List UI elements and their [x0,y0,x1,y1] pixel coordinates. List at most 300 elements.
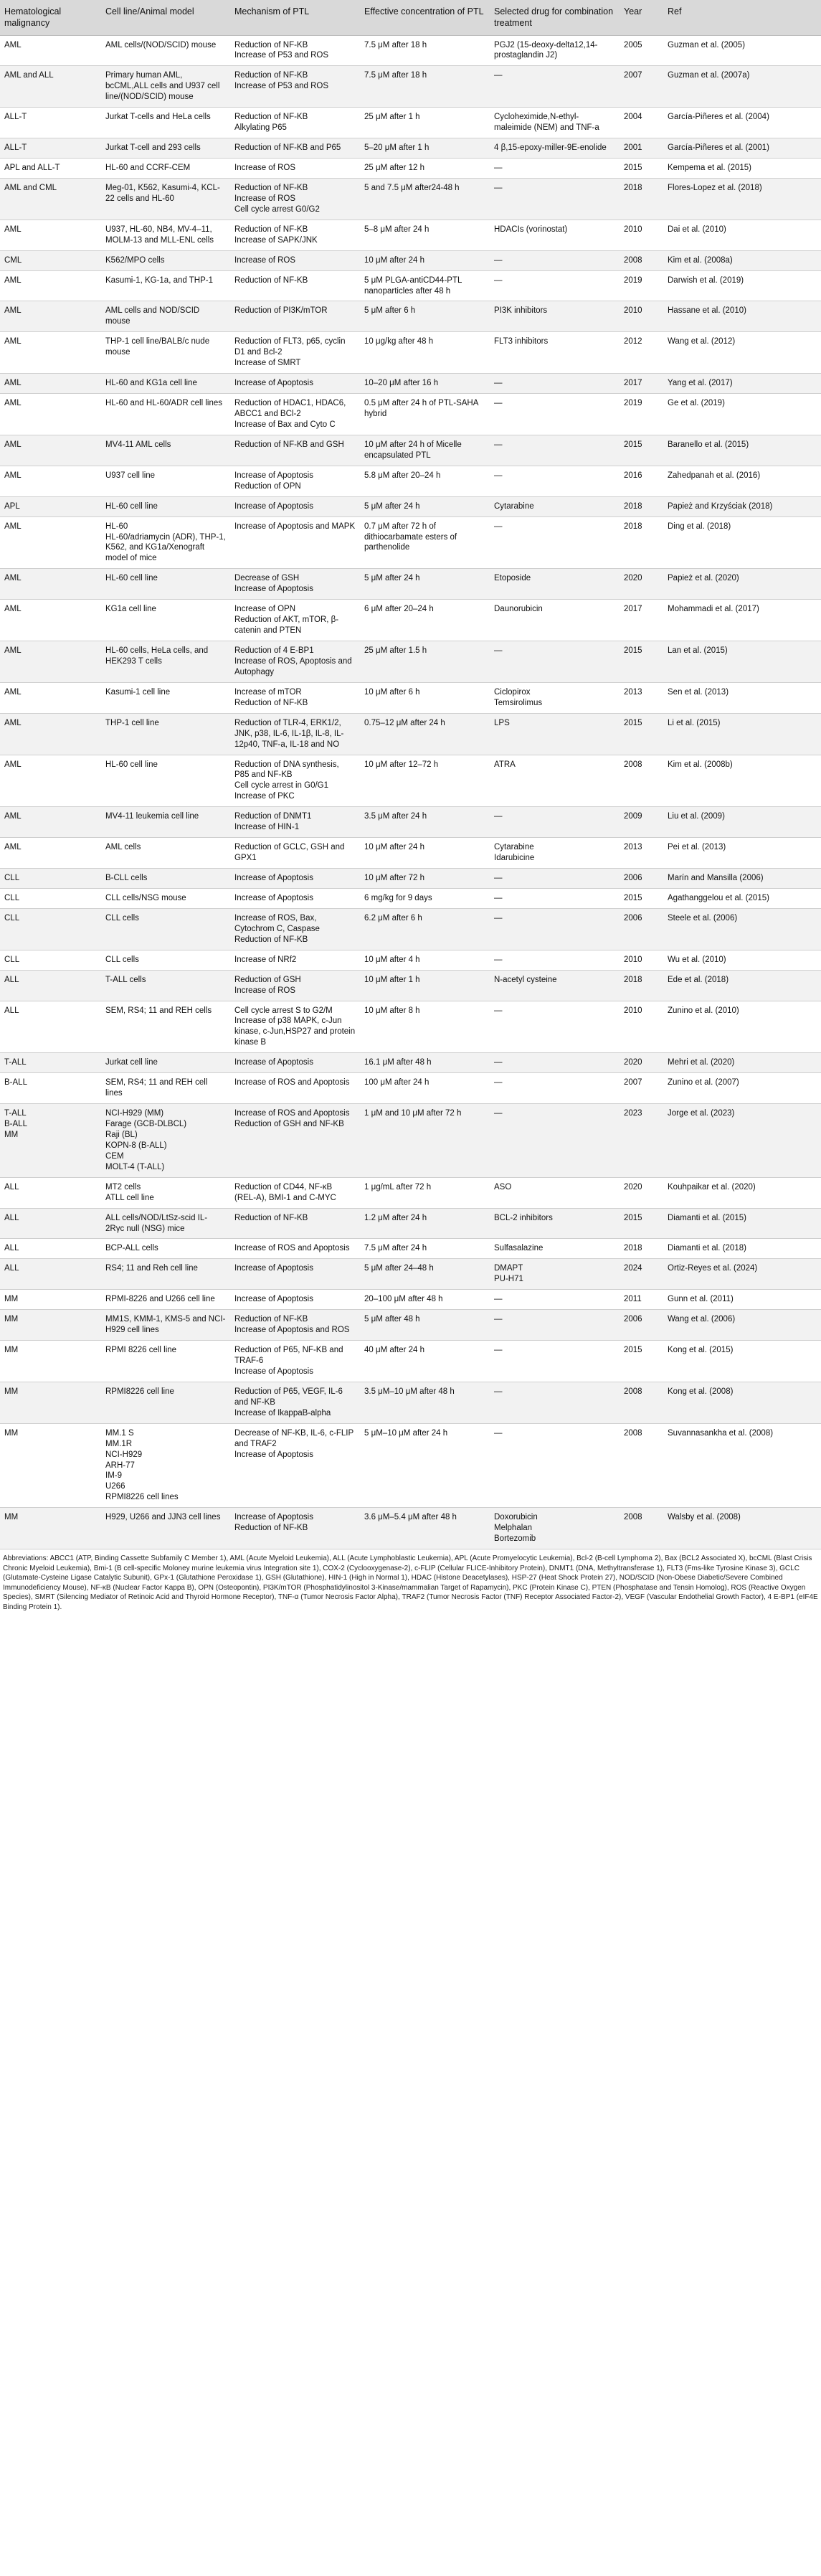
year-cell: 2018 [620,178,663,220]
cell-line-cell: U937, HL-60, NB4, MV-4–11, MOLM-13 and MLL-ENL cells [101,220,230,250]
header-cell-line: Cell line/Animal model [101,0,230,35]
malignancy-cell: AML and CML [0,178,101,220]
malignancy-cell: AML [0,516,101,569]
mechanism-cell: Increase of Apoptosis [230,1290,360,1310]
concentration-cell: 1 μg/mL after 72 h [360,1177,490,1208]
ref-cell: Kim et al. (2008a) [663,250,821,270]
table-row [0,35,821,66]
combination-drug-cell: — [490,66,620,108]
combination-drug-cell: — [490,1382,620,1423]
cell-line-cell: Primary human AML, bcCML,ALL cells and U937 cell line/(NOD/SCID) mouse [101,66,230,108]
cell-line-cell: Jurkat T-cells and HeLa cells [101,108,230,138]
concentration-cell: 0.75–12 μM after 24 h [360,713,490,755]
ref-cell: Liu et al. (2009) [663,807,821,838]
malignancy-cell: AML [0,600,101,641]
year-cell: 2023 [620,1104,663,1178]
combination-drug-cell: ASO [490,1177,620,1208]
year-cell: 2008 [620,250,663,270]
concentration-cell: 5–20 μM after 1 h [360,138,490,159]
mechanism-cell: Reduction of GCLC, GSH and GPX1 [230,838,360,869]
cell-line-cell: HL-60 cell line [101,496,230,516]
year-cell: 2015 [620,435,663,466]
year-cell: 2019 [620,270,663,301]
cell-line-cell: B-CLL cells [101,869,230,889]
year-cell: 2001 [620,138,663,159]
malignancy-cell: ALL [0,1177,101,1208]
concentration-cell: 25 μM after 1 h [360,108,490,138]
concentration-cell: 10 μM after 24 h of Micelle encapsulated PTL [360,435,490,466]
concentration-cell: 10 μM after 4 h [360,950,490,970]
table-row [0,250,821,270]
table-row [0,496,821,516]
cell-line-cell: AML cells/(NOD/SCID) mouse [101,35,230,66]
ref-cell: Papież et al. (2020) [663,569,821,600]
concentration-cell: 0.5 μM after 24 h of PTL-SAHA hybrid [360,394,490,435]
ref-cell: Baranello et al. (2015) [663,435,821,466]
cell-line-cell: RPMI8226 cell line [101,1382,230,1423]
cell-line-cell: MM.1 S MM.1R NCI-H929 ARH-77 IM-9 U266 RPMI8226 cell lines [101,1423,230,1508]
cell-line-cell: BCP-ALL cells [101,1239,230,1259]
combination-drug-cell: Etoposide [490,569,620,600]
malignancy-cell: AML [0,641,101,683]
table-row [0,1053,821,1073]
mechanism-cell: Increase of ROS and Apoptosis [230,1073,360,1104]
concentration-cell: 5 μM after 48 h [360,1310,490,1341]
mechanism-cell: Reduction of DNMT1 Increase of HIN-1 [230,807,360,838]
cell-line-cell: HL-60 cell line [101,755,230,807]
malignancy-cell: T-ALL B-ALL MM [0,1104,101,1178]
table-row [0,108,821,138]
concentration-cell: 7.5 μM after 18 h [360,66,490,108]
combination-drug-cell: — [490,1341,620,1382]
concentration-cell: 5 μM after 6 h [360,301,490,332]
table-row [0,908,821,950]
cell-line-cell: ALL cells/NOD/LtSz-scid IL-2Rγc null (NSG) mice [101,1208,230,1239]
malignancy-cell: ALL-T [0,138,101,159]
year-cell: 2018 [620,970,663,1001]
concentration-cell: 10 μM after 8 h [360,1001,490,1053]
combination-drug-cell: Ciclopirox Temsirolimus [490,682,620,713]
table-row [0,950,821,970]
mechanism-cell: Increase of Apoptosis [230,888,360,908]
malignancy-cell: CML [0,250,101,270]
mechanism-cell: Reduction of FLT3, p65, cyclin D1 and Bcl-2 Increase of SMRT [230,332,360,374]
ref-cell: Wu et al. (2010) [663,950,821,970]
combination-drug-cell: N-acetyl cysteine [490,970,620,1001]
concentration-cell: 10 μM after 1 h [360,970,490,1001]
cell-line-cell: NCI-H929 (MM) Farage (GCB-DLBCL) Raji (BL) KOPN-8 (B-ALL) CEM MOLT-4 (T-ALL) [101,1104,230,1178]
mechanism-cell: Increase of OPN Reduction of AKT, mTOR, β-catenin and PTEN [230,600,360,641]
table-row [0,1239,821,1259]
mechanism-cell: Reduction of HDAC1, HDAC6, ABCC1 and BCl-2 Increase of Bax and Cyto C [230,394,360,435]
year-cell: 2006 [620,869,663,889]
year-cell: 2015 [620,713,663,755]
concentration-cell: 1 μM and 10 μM after 72 h [360,1104,490,1178]
year-cell: 2015 [620,159,663,179]
mechanism-cell: Increase of Apoptosis [230,374,360,394]
concentration-cell: 10 μM after 24 h [360,250,490,270]
cell-line-cell: Jurkat T-cell and 293 cells [101,138,230,159]
ref-cell: Kouhpaikar et al. (2020) [663,1177,821,1208]
abbreviations-footnote: Abbreviations: ABCC1 (ATP, Binding Cassette Subfamily C Member 1), AML (Acute Myeloid Leukemia), ALL (Acute Lymphoblastic Leukemia), APL (Acute Promyelocytic Leukemia), Bcl-2 (B-cell Lymphoma 2), Bax (BCL2 Associated X), bcCML (Blast Crisis Chronic Myeloid Leukemia), Bmi-1 (B cell-specific Moloney murine leukemia virus Integration site 1), COX-2 (Cyclooxygenase-2), c-FLIP (Cellular FLICE-Inhibitory Protein), DNMT1 (DNA, Methyltransferase 1), FLT3 (Fms-like Tyrosine Kinase 3), GCLC (Glutamate-Cysteine Ligase Catalytic Subunit), GPx-1 (Glutathione Peroxidase 1), GSH (Glutathione), HIN-1 (High in Normal 1), HDAC (Histone Deacetylases), HSP-27 (Heat Shock Protein 27), NOD/SCID (Non-Obese Diabetic/Severe Combined Immunodeficiency Mouse), NF-κB (Nuclear Factor Kappa B), OPN (Osteopontin), PI3K/mTOR (Phosphatidylinositol 3-Kinase/mammalian Target of Rapamycin), PKC (Protein Kinase C), PTEN (Phosphatase and Tensin Homolog), ROS (Reactive Oxygen Species), SMRT (Silencing Mediator of Retinoic Acid and Thyroid Hormone Receptor), TNF-α (Tumor Necrosis Factor Alpha), TRAF2 (Tumor Necrosis Factor (TNF) Receptor Associated Factor-2), VEGF (Vascular Endothelial Growth Factor), 4 E-BP1 (eIF4E Binding Protein 1). [3,1554,818,1611]
ref-cell: Mehri et al. (2020) [663,1053,821,1073]
combination-drug-cell: — [490,1053,620,1073]
combination-drug-cell: FLT3 inhibitors [490,332,620,374]
concentration-cell: 0.7 μM after 72 h of dithiocarbamate esters of parthenolide [360,516,490,569]
concentration-cell: 25 μM after 12 h [360,159,490,179]
mechanism-cell: Increase of ROS [230,250,360,270]
year-cell: 2013 [620,838,663,869]
table-row [0,270,821,301]
cell-line-cell: K562/MPO cells [101,250,230,270]
mechanism-cell: Reduction of PI3K/mTOR [230,301,360,332]
table-row [0,1001,821,1053]
combination-drug-cell: — [490,374,620,394]
table-row [0,1508,821,1549]
combination-drug-cell: HDACIs (vorinostat) [490,220,620,250]
combination-drug-cell: — [490,1290,620,1310]
mechanism-cell: Reduction of NF-KB and GSH [230,435,360,466]
table-row [0,178,821,220]
mechanism-cell: Reduction of NF-KB [230,270,360,301]
table-row [0,682,821,713]
mechanism-cell: Reduction of P65, NF-KB and TRAF-6 Increase of Apoptosis [230,1341,360,1382]
mechanism-cell: Reduction of NF-KB Increase of ROS Cell cycle arrest G0/G2 [230,178,360,220]
year-cell: 2004 [620,108,663,138]
table-row [0,394,821,435]
concentration-cell: 100 μM after 24 h [360,1073,490,1104]
mechanism-cell: Decrease of NF-KB, IL-6, c-FLIP and TRAF2 Increase of Apoptosis [230,1423,360,1508]
combination-drug-cell: Sulfasalazine [490,1239,620,1259]
concentration-cell: 10 μM after 24 h [360,838,490,869]
combination-drug-cell: — [490,394,620,435]
concentration-cell: 5 μM PLGA-antiCD44-PTL nanoparticles after 48 h [360,270,490,301]
combination-drug-cell: — [490,1104,620,1178]
concentration-cell: 10 μM after 12–72 h [360,755,490,807]
year-cell: 2010 [620,950,663,970]
table-row [0,838,821,869]
mechanism-cell: Increase of Apoptosis [230,1053,360,1073]
mechanism-cell: Increase of ROS [230,159,360,179]
malignancy-cell: APL and ALL-T [0,159,101,179]
table-row [0,66,821,108]
combination-drug-cell: — [490,178,620,220]
combination-drug-cell: — [490,159,620,179]
ref-cell: Zunino et al. (2010) [663,1001,821,1053]
table-row [0,332,821,374]
concentration-cell: 10–20 μM after 16 h [360,374,490,394]
ref-cell: Gunn et al. (2011) [663,1290,821,1310]
malignancy-cell: ALL [0,1001,101,1053]
year-cell: 2010 [620,1001,663,1053]
combination-drug-cell: BCL-2 inhibitors [490,1208,620,1239]
cell-line-cell: THP-1 cell line [101,713,230,755]
header-concentration: Effective concentration of PTL [360,0,490,35]
ref-cell: Kong et al. (2015) [663,1341,821,1382]
mechanism-cell: Reduction of P65, VEGF, IL-6 and NF-KB Increase of IkappaB-alpha [230,1382,360,1423]
concentration-cell: 40 μM after 24 h [360,1341,490,1382]
header-year: Year [620,0,663,35]
year-cell: 2020 [620,1177,663,1208]
mechanism-cell: Reduction of NF-KB Increase of P53 and ROS [230,35,360,66]
combination-drug-cell: — [490,908,620,950]
table-row [0,1423,821,1508]
mechanism-cell: Increase of ROS and Apoptosis [230,1239,360,1259]
cell-line-cell: CLL cells/NSG mouse [101,888,230,908]
cell-line-cell: Kasumi-1, KG-1a, and THP-1 [101,270,230,301]
ref-cell: Steele et al. (2006) [663,908,821,950]
year-cell: 2010 [620,301,663,332]
combination-drug-cell: — [490,1073,620,1104]
ref-cell: Dai et al. (2010) [663,220,821,250]
cell-line-cell: Meg-01, K562, Kasumi-4, KCL-22 cells and HL-60 [101,178,230,220]
mechanism-cell: Increase of Apoptosis Reduction of NF-KB [230,1508,360,1549]
ref-cell: Diamanti et al. (2018) [663,1239,821,1259]
header-combination-drug: Selected drug for combination treatment [490,0,620,35]
concentration-cell: 3.5 μM after 24 h [360,807,490,838]
malignancy-cell: MM [0,1423,101,1508]
table-row [0,1177,821,1208]
malignancy-cell: AML [0,35,101,66]
combination-drug-cell: Doxorubicin Melphalan Bortezomib [490,1508,620,1549]
year-cell: 2020 [620,569,663,600]
combination-drug-cell: — [490,516,620,569]
malignancy-cell: T-ALL [0,1053,101,1073]
malignancy-cell: CLL [0,950,101,970]
mechanism-cell: Reduction of NF-KB [230,1208,360,1239]
cell-line-cell: HL-60 and CCRF-CEM [101,159,230,179]
concentration-cell: 5 μM–10 μM after 24 h [360,1423,490,1508]
table-row [0,138,821,159]
mechanism-cell: Reduction of DNA synthesis, P85 and NF-KB Cell cycle arrest in G0/G1 Increase of PKC [230,755,360,807]
table-row [0,1341,821,1382]
cell-line-cell: AML cells [101,838,230,869]
cell-line-cell: T-ALL cells [101,970,230,1001]
ref-cell: Wang et al. (2006) [663,1310,821,1341]
malignancy-cell: AML [0,713,101,755]
ref-cell: Darwish et al. (2019) [663,270,821,301]
combination-drug-cell: PI3K inhibitors [490,301,620,332]
combination-drug-cell: — [490,807,620,838]
malignancy-cell: AML [0,435,101,466]
malignancy-cell: AML [0,682,101,713]
cell-line-cell: AML cells and NOD/SCID mouse [101,301,230,332]
mechanism-cell: Decrease of GSH Increase of Apoptosis [230,569,360,600]
ref-cell: Jorge et al. (2023) [663,1104,821,1178]
year-cell: 2008 [620,1423,663,1508]
year-cell: 2020 [620,1053,663,1073]
table-row [0,970,821,1001]
combination-drug-cell: 4 β,15-epoxy-miller-9E-enolide [490,138,620,159]
combination-drug-cell: Cytarabine Idarubicine [490,838,620,869]
ref-cell: Sen et al. (2013) [663,682,821,713]
combination-drug-cell: — [490,950,620,970]
table-row [0,1208,821,1239]
malignancy-cell: AML [0,466,101,496]
table-row [0,1104,821,1178]
table-row [0,888,821,908]
mechanism-cell: Increase of ROS and Apoptosis Reduction of GSH and NF-KB [230,1104,360,1178]
year-cell: 2018 [620,1239,663,1259]
malignancy-cell: MM [0,1341,101,1382]
malignancy-cell: AML [0,755,101,807]
year-cell: 2008 [620,1508,663,1549]
cell-line-cell: HL-60 and KG1a cell line [101,374,230,394]
ref-cell: Suvannasankha et al. (2008) [663,1423,821,1508]
year-cell: 2017 [620,374,663,394]
mechanism-cell: Reduction of CD44, NF-κB (REL-A), BMI-1 and C-MYC [230,1177,360,1208]
ref-cell: Diamanti et al. (2015) [663,1208,821,1239]
mechanism-cell: Increase of mTOR Reduction of NF-KB [230,682,360,713]
year-cell: 2018 [620,496,663,516]
concentration-cell: 6 μM after 20–24 h [360,600,490,641]
combination-drug-cell: — [490,435,620,466]
malignancy-cell: AML [0,838,101,869]
ref-cell: Kempema et al. (2015) [663,159,821,179]
table-header [0,0,821,35]
table-row [0,807,821,838]
mechanism-cell: Increase of Apoptosis [230,869,360,889]
cell-line-cell: HL-60 HL-60/adriamycin (ADR), THP-1, K562, and KG1a/Xenograft model of mice [101,516,230,569]
malignancy-cell: AML and ALL [0,66,101,108]
year-cell: 2013 [620,682,663,713]
table-row [0,713,821,755]
ref-cell: Yang et al. (2017) [663,374,821,394]
cell-line-cell: HL-60 cell line [101,569,230,600]
ref-cell: Guzman et al. (2005) [663,35,821,66]
concentration-cell: 10 μg/kg after 48 h [360,332,490,374]
concentration-cell: 6.2 μM after 6 h [360,908,490,950]
ref-cell: Hassane et al. (2010) [663,301,821,332]
malignancy-cell: CLL [0,869,101,889]
cell-line-cell: H929, U266 and JJN3 cell lines [101,1508,230,1549]
mechanism-cell: Reduction of TLR-4, ERK1/2, JNK, p38, IL-6, IL-1β, IL-8, IL-12p40, TNF-a, IL-18 and NO [230,713,360,755]
ref-cell: Kong et al. (2008) [663,1382,821,1423]
concentration-cell: 6 mg/kg for 9 days [360,888,490,908]
concentration-cell: 16.1 μM after 48 h [360,1053,490,1073]
table-row [0,1073,821,1104]
cell-line-cell: Kasumi-1 cell line [101,682,230,713]
year-cell: 2019 [620,394,663,435]
malignancy-cell: AML [0,374,101,394]
combination-drug-cell: Daunorubicin [490,600,620,641]
mechanism-cell: Reduction of GSH Increase of ROS [230,970,360,1001]
cell-line-cell: MM1S, KMM-1, KMS-5 and NCI-H929 cell lines [101,1310,230,1341]
combination-drug-cell: Cytarabine [490,496,620,516]
table-row [0,1290,821,1310]
malignancy-cell: ALL [0,1239,101,1259]
malignancy-cell: CLL [0,888,101,908]
cell-line-cell: MV4-11 AML cells [101,435,230,466]
ref-cell: Wang et al. (2012) [663,332,821,374]
ref-cell: Kim et al. (2008b) [663,755,821,807]
ref-cell: Ortiz-Reyes et al. (2024) [663,1259,821,1290]
malignancy-cell: CLL [0,908,101,950]
table-row [0,466,821,496]
mechanism-cell: Reduction of NF-KB Increase of SAPK/JNK [230,220,360,250]
concentration-cell: 3.5 μM–10 μM after 48 h [360,1382,490,1423]
concentration-cell: 5 μM after 24 h [360,496,490,516]
header-ref: Ref [663,0,821,35]
ref-cell: García-Piñeres et al. (2004) [663,108,821,138]
malignancy-cell: AML [0,807,101,838]
cell-line-cell: MT2 cells ATLL cell line [101,1177,230,1208]
concentration-cell: 7.5 μM after 18 h [360,35,490,66]
malignancy-cell: ALL [0,1208,101,1239]
mechanism-cell: Increase of Apoptosis [230,496,360,516]
concentration-cell: 7.5 μM after 24 h [360,1239,490,1259]
ref-cell: Marín and Mansilla (2006) [663,869,821,889]
cell-line-cell: RPMI-8226 and U266 cell line [101,1290,230,1310]
year-cell: 2008 [620,755,663,807]
mechanism-cell: Reduction of NF-KB Alkylating P65 [230,108,360,138]
combination-drug-cell: — [490,466,620,496]
mechanism-cell: Increase of Apoptosis [230,1259,360,1290]
mechanism-cell: Reduction of NF-KB Increase of Apoptosis and ROS [230,1310,360,1341]
malignancy-cell: AML [0,301,101,332]
table-row [0,301,821,332]
ref-cell: Agathanggelou et al. (2015) [663,888,821,908]
header-mechanism: Mechanism of PTL [230,0,360,35]
malignancy-cell: APL [0,496,101,516]
cell-line-cell: RS4; 11 and Reh cell line [101,1259,230,1290]
concentration-cell: 1.2 μM after 24 h [360,1208,490,1239]
mechanism-cell: Increase of Apoptosis and MAPK [230,516,360,569]
malignancy-cell: B-ALL [0,1073,101,1104]
combination-drug-cell: — [490,1001,620,1053]
cell-line-cell: CLL cells [101,950,230,970]
malignancy-cell: ALL [0,970,101,1001]
year-cell: 2011 [620,1290,663,1310]
mechanism-cell: Increase of ROS, Bax, Cytochrom C, Caspase Reduction of NF-KB [230,908,360,950]
malignancy-cell: AML [0,332,101,374]
mechanism-cell: Increase of Apoptosis Reduction of OPN [230,466,360,496]
malignancy-cell: AML [0,569,101,600]
year-cell: 2015 [620,1208,663,1239]
concentration-cell: 10 μM after 72 h [360,869,490,889]
table-row [0,1259,821,1290]
year-cell: 2015 [620,1341,663,1382]
malignancy-cell: AML [0,270,101,301]
year-cell: 2006 [620,908,663,950]
table-row [0,374,821,394]
ref-cell: Zunino et al. (2007) [663,1073,821,1104]
table-row [0,755,821,807]
cell-line-cell: SEM, RS4; 11 and REH cells [101,1001,230,1053]
table-row [0,516,821,569]
concentration-cell: 5 μM after 24–48 h [360,1259,490,1290]
mechanism-cell: Reduction of 4 E-BP1 Increase of ROS, Apoptosis and Autophagy [230,641,360,683]
ref-cell: Flores-Lopez et al. (2018) [663,178,821,220]
year-cell: 2015 [620,888,663,908]
concentration-cell: 5.8 μM after 20–24 h [360,466,490,496]
malignancy-cell: ALL [0,1259,101,1290]
table-row [0,1310,821,1341]
ref-cell: Li et al. (2015) [663,713,821,755]
cell-line-cell: Jurkat cell line [101,1053,230,1073]
mechanism-cell: Increase of NRf2 [230,950,360,970]
ref-cell: Guzman et al. (2007a) [663,66,821,108]
malignancy-cell: MM [0,1382,101,1423]
ref-cell: Walsby et al. (2008) [663,1508,821,1549]
concentration-cell: 10 μM after 6 h [360,682,490,713]
table-row [0,641,821,683]
ref-cell: Ge et al. (2019) [663,394,821,435]
combination-drug-cell: DMAPT PU-H71 [490,1259,620,1290]
combination-drug-cell: LPS [490,713,620,755]
ref-cell: García-Piñeres et al. (2001) [663,138,821,159]
cell-line-cell: HL-60 cells, HeLa cells, and HEK293 T cells [101,641,230,683]
